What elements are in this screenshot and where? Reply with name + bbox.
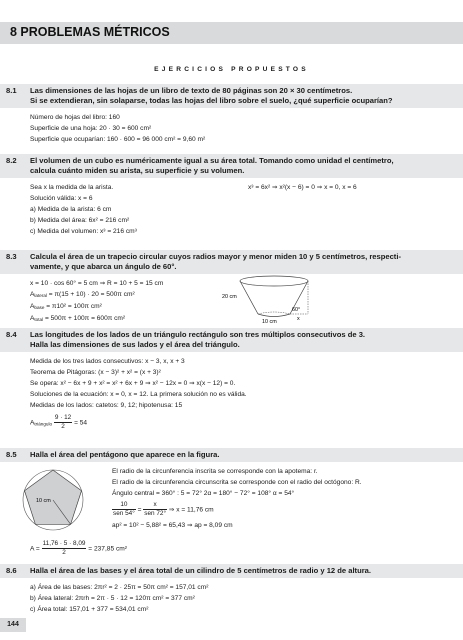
solution-line: a) Medida de la arista: 6 cm bbox=[30, 206, 112, 213]
problem-number: 8.2 bbox=[6, 156, 17, 165]
fraction-numerator: 10 bbox=[112, 501, 136, 510]
problem-statement bbox=[0, 250, 463, 274]
solution bbox=[0, 274, 463, 325]
subscript: triángulo bbox=[34, 421, 53, 427]
fraction-denominator: 2 bbox=[62, 549, 66, 556]
solution-line: b) Área lateral: 2πrh = 2π · 5 · 12 = 120π cm² = 377 cm² bbox=[30, 595, 195, 602]
solution-line: Número de hojas del libro: 160 bbox=[30, 114, 120, 121]
solution bbox=[0, 108, 463, 145]
cube-equation: x³ = 6x² ⇒ x²(x − 6) = 0 ⇒ x = 0, x = 6 bbox=[248, 184, 357, 191]
figure-label-base: 10 cm bbox=[262, 319, 277, 324]
fraction-numerator: x bbox=[143, 501, 167, 510]
problem-8-1 bbox=[0, 84, 463, 145]
fraction-numerator: 9 · 12 bbox=[54, 414, 72, 421]
solution-line: $A_{lateral} = \pi(15 + 10) \cdot 20 = 500\pi$ cm² bbox=[30, 291, 135, 298]
trapezoid-figure bbox=[222, 272, 312, 324]
problem-statement bbox=[0, 564, 463, 578]
statement-line: Las dimensiones de las hojas de un libro de texto de 80 páginas son 20 × 30 centímetros. bbox=[30, 86, 353, 95]
bottom-arc-hidden bbox=[258, 312, 290, 314]
solution-line: Medida de los tres lados consecutivos: x − 3, x, x + 3 bbox=[30, 358, 185, 365]
solution-line: b) Medida del área: 6x² = 216 cm² bbox=[30, 217, 130, 224]
solution-line: $A_{base} = \pi 10^2 = 100\pi$ cm² bbox=[30, 303, 102, 310]
solution-line: $A_{total} = 500\pi + 100\pi = 600\pi$ cm² bbox=[30, 315, 126, 322]
lateral-area: = π(15 + 10) · 20 = 500π cm² bbox=[48, 291, 135, 298]
fraction-numerator: 11,76 · 5 · 8,09 bbox=[42, 540, 86, 547]
solution-line: Soluciones de la ecuación: x = 0, x = 12. La primera solución no es válida. bbox=[30, 391, 247, 398]
problem-8-3 bbox=[0, 250, 463, 325]
statement-line: calcula cuánto miden su arista, su superficie y su volumen. bbox=[30, 166, 245, 175]
subscript: lateral bbox=[34, 293, 47, 298]
pentagon-label: 10 cm bbox=[36, 498, 51, 504]
statement-line: Calcula el área de un trapecio circular cuyos radios mayor y menor miden 10 y 5 centímetros, respecti- bbox=[30, 252, 401, 261]
solution-line: Se opera: x² − 6x + 9 + x² = x² + 6x + 9 ⇒ x² − 12x = 0 ⇒ x(x − 12) = 0. bbox=[30, 380, 236, 387]
problem-8-6 bbox=[0, 564, 463, 615]
top-ellipse bbox=[240, 276, 308, 286]
ratio-right bbox=[143, 501, 167, 518]
statement-line: Halla el área de las bases y el área total de un cilindro de 5 centímetros de radio y 12 de altura. bbox=[30, 566, 372, 575]
fraction-denominator: sen 72° bbox=[144, 510, 167, 517]
solution-line: ap² = 10² − 5,88² = 65,43 ⇒ ap = 8,09 cm bbox=[112, 522, 233, 529]
ratio-left bbox=[112, 501, 136, 518]
statement-line: Halla las dimensiones de sus lados y el área del triángulo. bbox=[30, 340, 240, 349]
problem-statement bbox=[0, 154, 463, 178]
area-prefix: A = bbox=[30, 545, 40, 553]
solution-line: a) Área de las bases: 2πr² = 2 · 25π = 50π cm² = 157,01 cm² bbox=[30, 584, 209, 591]
problem-number: 8.6 bbox=[6, 566, 17, 575]
statement-line: Las longitudes de los lados de un triángulo rectángulo son tres múltiplos consecutivos de 3. bbox=[30, 330, 366, 339]
pentagon-figure bbox=[16, 466, 90, 532]
subscript: total bbox=[34, 317, 44, 322]
solution-line: Superficie que ocuparían: 160 · 600 = 96 000 cm² = 9,60 m² bbox=[30, 136, 206, 143]
statement-line: Halla el área del pentágono que aparece en la figura. bbox=[30, 450, 220, 459]
solution bbox=[0, 578, 463, 615]
solution-line: El radio de la circunferencia inscrita se corresponde con la apotema: r. bbox=[112, 468, 318, 475]
figure-label-angle: 60° bbox=[292, 307, 301, 313]
problem-8-2 bbox=[0, 154, 463, 237]
triangle-area: $A_{triángulo}$ $\frac{9 \cdot 12}{2}$ = 54 bbox=[30, 414, 88, 430]
bottom-arc bbox=[258, 314, 290, 317]
problem-number: 8.4 bbox=[6, 330, 17, 339]
statement-line: Si se extendieran, sin solaparse, todas las hojas del libro sobre el suelo, ¿qué superficie ocuparían? bbox=[30, 96, 393, 105]
section-heading: EJERCICIOS PROPUESTOS bbox=[154, 66, 309, 73]
page-number: 144 bbox=[0, 618, 26, 632]
base-area: = π10² = 100π cm² bbox=[46, 303, 102, 310]
statement-line: vamente, y que abarca un ángulo de 60°. bbox=[30, 262, 177, 271]
statement-line: El volumen de un cubo es numéricamente igual a su área total. Tomando como unidad el centímetro, bbox=[30, 156, 394, 165]
problem-statement bbox=[0, 448, 463, 462]
chapter-title: 8 PROBLEMAS MÉTRICOS bbox=[10, 25, 170, 39]
area-result: = 54 bbox=[74, 419, 88, 427]
problem-8-4 bbox=[0, 328, 463, 431]
fraction-denominator: 2 bbox=[61, 423, 65, 430]
figure-label-x: x bbox=[297, 316, 300, 322]
total-area: = 500π + 100π = 600π cm² bbox=[44, 315, 126, 322]
problem-number: 8.1 bbox=[6, 86, 17, 95]
solution-line: Solución válida: x = 6 bbox=[30, 195, 93, 202]
figure-label-slant: 20 cm bbox=[222, 294, 237, 300]
problem-number: 8.3 bbox=[6, 252, 17, 261]
solution-line: El radio de la circunferencia circunscrita se corresponde con el radio del octógono: R. bbox=[112, 479, 362, 486]
solution-line: Medidas de los lados: catetos: 9, 12; hipotenusa: 15 bbox=[30, 402, 183, 409]
fraction-denominator: sen 54° bbox=[113, 510, 135, 517]
solution-line: c) Área total: 157,01 + 377 = 534,01 cm² bbox=[30, 606, 149, 613]
solution bbox=[0, 178, 463, 237]
solution-line: c) Medida del volumen: x³ = 216 cm³ bbox=[30, 228, 137, 235]
pentagon-shape bbox=[25, 470, 82, 524]
problem-statement bbox=[0, 328, 463, 352]
solution-line: Teorema de Pitágoras: (x − 3)² + x² = (x + 3)² bbox=[30, 369, 161, 376]
solution-line: Ángulo central = 360° : 5 = 72° 2α = 180° − 72° = 108° α = 54° bbox=[112, 490, 295, 497]
pentagon-text bbox=[112, 466, 362, 531]
area-fraction bbox=[54, 414, 72, 431]
solution bbox=[0, 462, 463, 562]
area-fraction bbox=[42, 540, 87, 557]
area-result: = 237,85 cm² bbox=[88, 545, 127, 553]
problem-statement bbox=[0, 84, 463, 108]
solution-line: Sea x la medida de la arista. bbox=[30, 184, 114, 191]
solution-line: Superficie de una hoja: 20 · 30 = 600 cm² bbox=[30, 125, 152, 132]
solution-line: x = 10 · cos 60° = 5 cm ⇒ R = 10 + 5 = 15 cm bbox=[30, 280, 164, 287]
solution bbox=[0, 352, 463, 431]
sine-ratio: $\frac{10}{\text{sen 54°}}$ = $\frac{x}{\text{sen 72°}}$ ⇒ x = 11,76 cm bbox=[113, 501, 214, 517]
problem-number: 8.5 bbox=[6, 450, 17, 459]
subscript: base bbox=[34, 305, 45, 310]
problem-8-5 bbox=[0, 448, 463, 562]
ratio-result: ⇒ x = 11,76 cm bbox=[168, 506, 214, 514]
pentagon-area bbox=[30, 540, 127, 557]
